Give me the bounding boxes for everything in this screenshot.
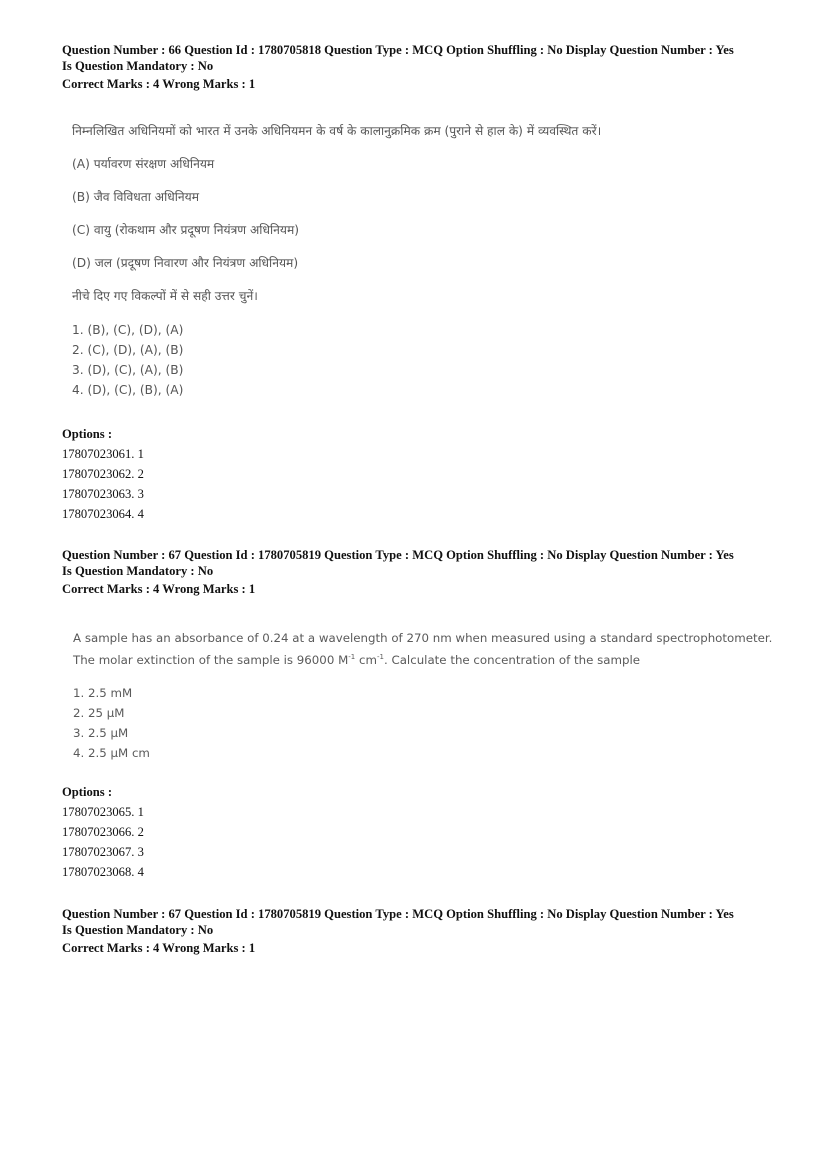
option-row: 17807023066. 2 bbox=[62, 825, 144, 839]
choice-2: 2. (C), (D), (A), (B) bbox=[72, 343, 184, 357]
question-67-header-repeat bbox=[62, 906, 782, 956]
question-66-image bbox=[72, 122, 601, 400]
choice-1: 1. 2.5 mM bbox=[73, 686, 133, 700]
option-row: 17807023064. 4 bbox=[62, 507, 144, 521]
question-67-options bbox=[62, 784, 782, 882]
marks-line: Correct Marks : 4 Wrong Marks : 1 bbox=[62, 941, 256, 955]
choice-3: 3. 2.5 μM bbox=[73, 726, 129, 740]
options-label: Options : bbox=[62, 427, 113, 441]
question-67-image bbox=[73, 627, 772, 763]
option-row: 17807023063. 3 bbox=[62, 487, 144, 501]
mandatory-line: Is Question Mandatory : No bbox=[62, 59, 214, 73]
option-row: 17807023065. 1 bbox=[62, 805, 144, 819]
choice-1: 1. (B), (C), (D), (A) bbox=[72, 323, 184, 337]
mandatory-line: Is Question Mandatory : No bbox=[62, 564, 214, 578]
option-row: 17807023068. 4 bbox=[62, 865, 144, 879]
question-stem: निम्नलिखित अधिनियमों को भारत में उनके अधिनियमन के वर्ष के कालानुक्रमिक क्रम (पुराने से हाल के) में व्यवस्थित करें। bbox=[72, 124, 602, 138]
superscript: -1 bbox=[376, 653, 384, 662]
option-row: 17807023067. 3 bbox=[62, 845, 144, 859]
marks-line: Correct Marks : 4 Wrong Marks : 1 bbox=[62, 582, 256, 596]
choice-4: 4. (D), (C), (B), (A) bbox=[72, 383, 184, 397]
instruction: नीचे दिए गए विकल्पों में से सही उत्तर चुनें। bbox=[72, 289, 258, 303]
choice-3: 3. (D), (C), (A), (B) bbox=[72, 363, 184, 377]
question-stem bbox=[73, 627, 772, 671]
statement-c: (C) वायु (रोकथाम और प्रदूषण नियंत्रण अधिनियम) bbox=[72, 223, 299, 237]
question-66-header bbox=[62, 42, 782, 92]
option-row: 17807023062. 2 bbox=[62, 467, 144, 481]
statement-d: (D) जल (प्रदूषण निवारण और नियंत्रण अधिनियम) bbox=[72, 256, 299, 270]
options-label: Options : bbox=[62, 785, 113, 799]
statement-b: (B) जैव विविधता अधिनियम bbox=[72, 190, 200, 204]
stem-text: cm bbox=[355, 653, 377, 667]
question-meta-line: Question Number : 67 Question Id : 1780705819 Question Type : MCQ Option Shuffling : No Display Question Number : Yes bbox=[62, 907, 734, 921]
marks-line: Correct Marks : 4 Wrong Marks : 1 bbox=[62, 77, 256, 91]
superscript: -1 bbox=[348, 653, 356, 662]
statement-a: (A) पर्यावरण संरक्षण अधिनियम bbox=[72, 157, 215, 171]
choice-4: 4. 2.5 μM cm bbox=[73, 746, 150, 760]
stem-line-2 bbox=[73, 649, 772, 671]
mandatory-line: Is Question Mandatory : No bbox=[62, 923, 214, 937]
stem-line-1: A sample has an absorbance of 0.24 at a wavelength of 270 nm when measured using a standard spectrophotometer. bbox=[73, 631, 773, 645]
question-66-options bbox=[62, 426, 782, 524]
stem-text: The molar extinction of the sample is 96000 M bbox=[73, 653, 349, 667]
question-meta-line: Question Number : 66 Question Id : 1780705818 Question Type : MCQ Option Shuffling : No Display Question Number : Yes bbox=[62, 43, 734, 57]
question-67-header bbox=[62, 547, 782, 597]
option-row: 17807023061. 1 bbox=[62, 447, 144, 461]
stem-text: . Calculate the concentration of the sample bbox=[383, 653, 640, 667]
question-meta-line: Question Number : 67 Question Id : 1780705819 Question Type : MCQ Option Shuffling : No Display Question Number : Yes bbox=[62, 548, 734, 562]
choice-2: 2. 25 μM bbox=[73, 706, 125, 720]
